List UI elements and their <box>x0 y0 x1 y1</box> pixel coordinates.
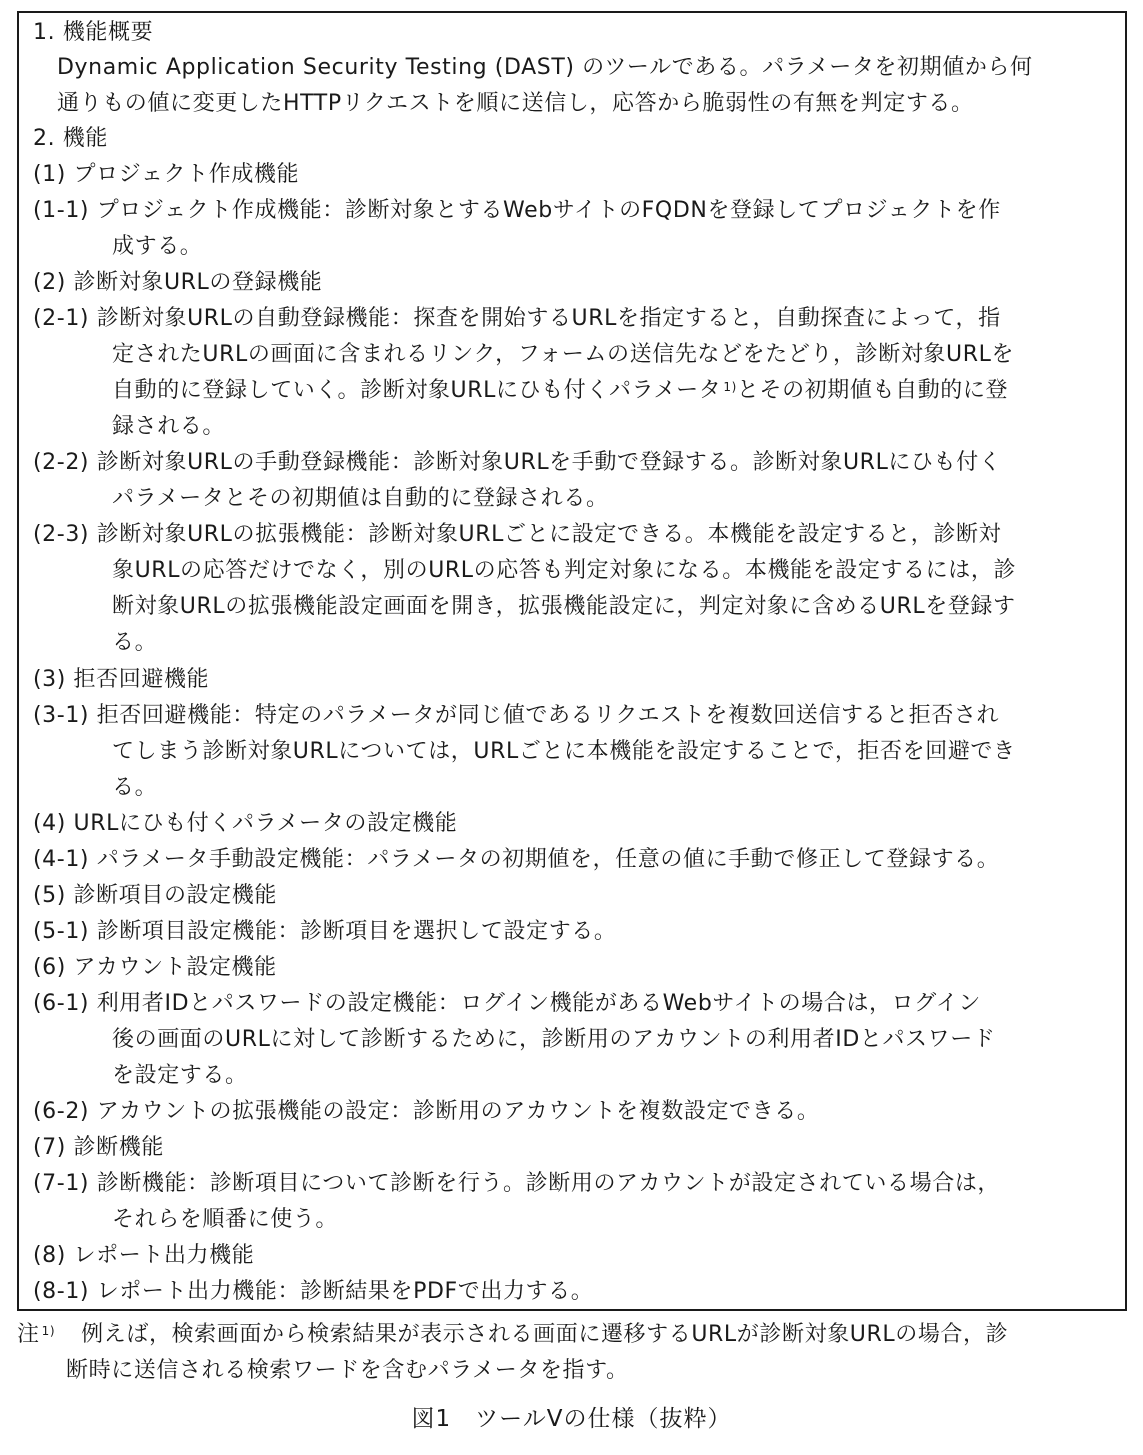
function-7-heading: (7) 診断機能 <box>33 1135 164 1160</box>
section-1-body-line-2: 通りもの値に変更したHTTPリクエストを順に送信し，応答から脆弱性の有無を判定する。 <box>57 91 974 116</box>
function-6-1-line-2: 後の画面のURLに対して診断するために，診断用のアカウントの利用者IDとパスワード <box>112 1027 996 1052</box>
section-1-body-line-1: Dynamic Application Security Testing (DAST) のツールである。パラメータを初期値から何 <box>57 55 1033 80</box>
function-8-heading: (8) レポート出力機能 <box>33 1243 255 1268</box>
function-2-3-line-2: 象URLの応答だけでなく，別のURLの応答も判定対象になる。本機能を設定するには，診 <box>112 558 1017 583</box>
function-3-1-line-1: (3-1) 拒否回避機能：特定のパラメータが同じ値であるリクエストを複数回送信すると拒否され <box>33 703 1000 728</box>
function-2-2-line-1: (2-2) 診断対象URLの手動登録機能：診断対象URLを手動で登録する。診断対象URLにひも付く <box>33 450 1002 475</box>
footnote-ref-1: 1) <box>723 380 737 394</box>
function-3-1-line-3: る。 <box>112 775 158 800</box>
section-2-heading: 2. 機能 <box>33 126 108 151</box>
footnote-text-1: 例えば，検索画面から検索結果が表示される画面に遷移するURLが診断対象URLの場合，診 <box>81 1322 1009 1347</box>
function-8-1: (8-1) レポート出力機能：診断結果をPDFで出力する。 <box>33 1279 594 1304</box>
footnote-line-1 <box>17 1320 1008 1350</box>
footnote-label: 注 <box>17 1322 40 1347</box>
function-2-1-line-4: 録される。 <box>112 414 226 439</box>
function-6-1-line-3: を設定する。 <box>112 1063 248 1088</box>
function-2-2-line-2: パラメータとその初期値は自動的に登録される。 <box>112 486 609 511</box>
function-4-1: (4-1) パラメータ手動設定機能：パラメータの初期値を，任意の値に手動で修正して登録する。 <box>33 847 1000 872</box>
figure-caption: 図1 ツールVの仕様（抜粋） <box>411 1406 732 1432</box>
function-2-3-line-1: (2-3) 診断対象URLの拡張機能：診断対象URLごとに設定できる。本機能を設定すると，診断対 <box>33 522 1002 547</box>
footnote-line-2: 断時に送信される検索ワードを含むパラメータを指す。 <box>66 1358 629 1383</box>
function-2-1-line-3-post: とその初期値も自動的に登 <box>736 378 1009 403</box>
section-1-heading: 1. 機能概要 <box>33 20 154 45</box>
function-2-1-line-1: (2-1) 診断対象URLの自動登録機能：探査を開始するURLを指定すると，自動探査によって，指 <box>33 306 1001 331</box>
function-2-1-line-2: 定されたURLの画面に含まれるリンク，フォームの送信先などをたどり，診断対象URLを <box>112 342 1015 367</box>
function-7-1-line-2: それらを順番に使う。 <box>112 1207 339 1232</box>
function-2-1-line-3-pre: 自動的に登録していく。診断対象URLにひも付くパラメータ <box>112 378 722 403</box>
function-1-1-line-2: 成する。 <box>112 234 203 259</box>
function-6-1-line-1: (6-1) 利用者IDとパスワードの設定機能：ログイン機能があるWebサイトの場合は，ログイン <box>33 991 981 1016</box>
function-7-1-line-1: (7-1) 診断機能：診断項目について診断を行う。診断用のアカウントが設定されている場合は， <box>33 1171 1001 1196</box>
function-1-heading: (1) プロジェクト作成機能 <box>33 162 300 187</box>
function-1-1-line-1: (1-1) プロジェクト作成機能：診断対象とするWebサイトのFQDNを登録してプロジェクトを作 <box>33 198 1001 223</box>
footnote-marker: 1) <box>41 1324 56 1338</box>
function-3-heading: (3) 拒否回避機能 <box>33 667 210 692</box>
function-6-heading: (6) アカウント設定機能 <box>33 955 277 980</box>
function-2-1-line-3 <box>112 376 1008 406</box>
function-2-3-line-3: 断対象URLの拡張機能設定画面を開き，拡張機能設定に，判定対象に含めるURLを登録す <box>112 594 1016 619</box>
function-5-heading: (5) 診断項目の設定機能 <box>33 883 277 908</box>
function-3-1-line-2: てしまう診断対象URLについては，URLごとに本機能を設定することで，拒否を回避でき <box>112 739 1016 764</box>
function-4-heading: (4) URLにひも付くパラメータの設定機能 <box>33 811 458 836</box>
function-2-3-line-4: る。 <box>112 630 158 655</box>
function-2-heading: (2) 診断対象URLの登録機能 <box>33 270 323 295</box>
function-5-1: (5-1) 診断項目設定機能：診断項目を選択して設定する。 <box>33 919 617 944</box>
function-6-2: (6-2) アカウントの拡張機能の設定：診断用のアカウントを複数設定できる。 <box>33 1099 820 1124</box>
